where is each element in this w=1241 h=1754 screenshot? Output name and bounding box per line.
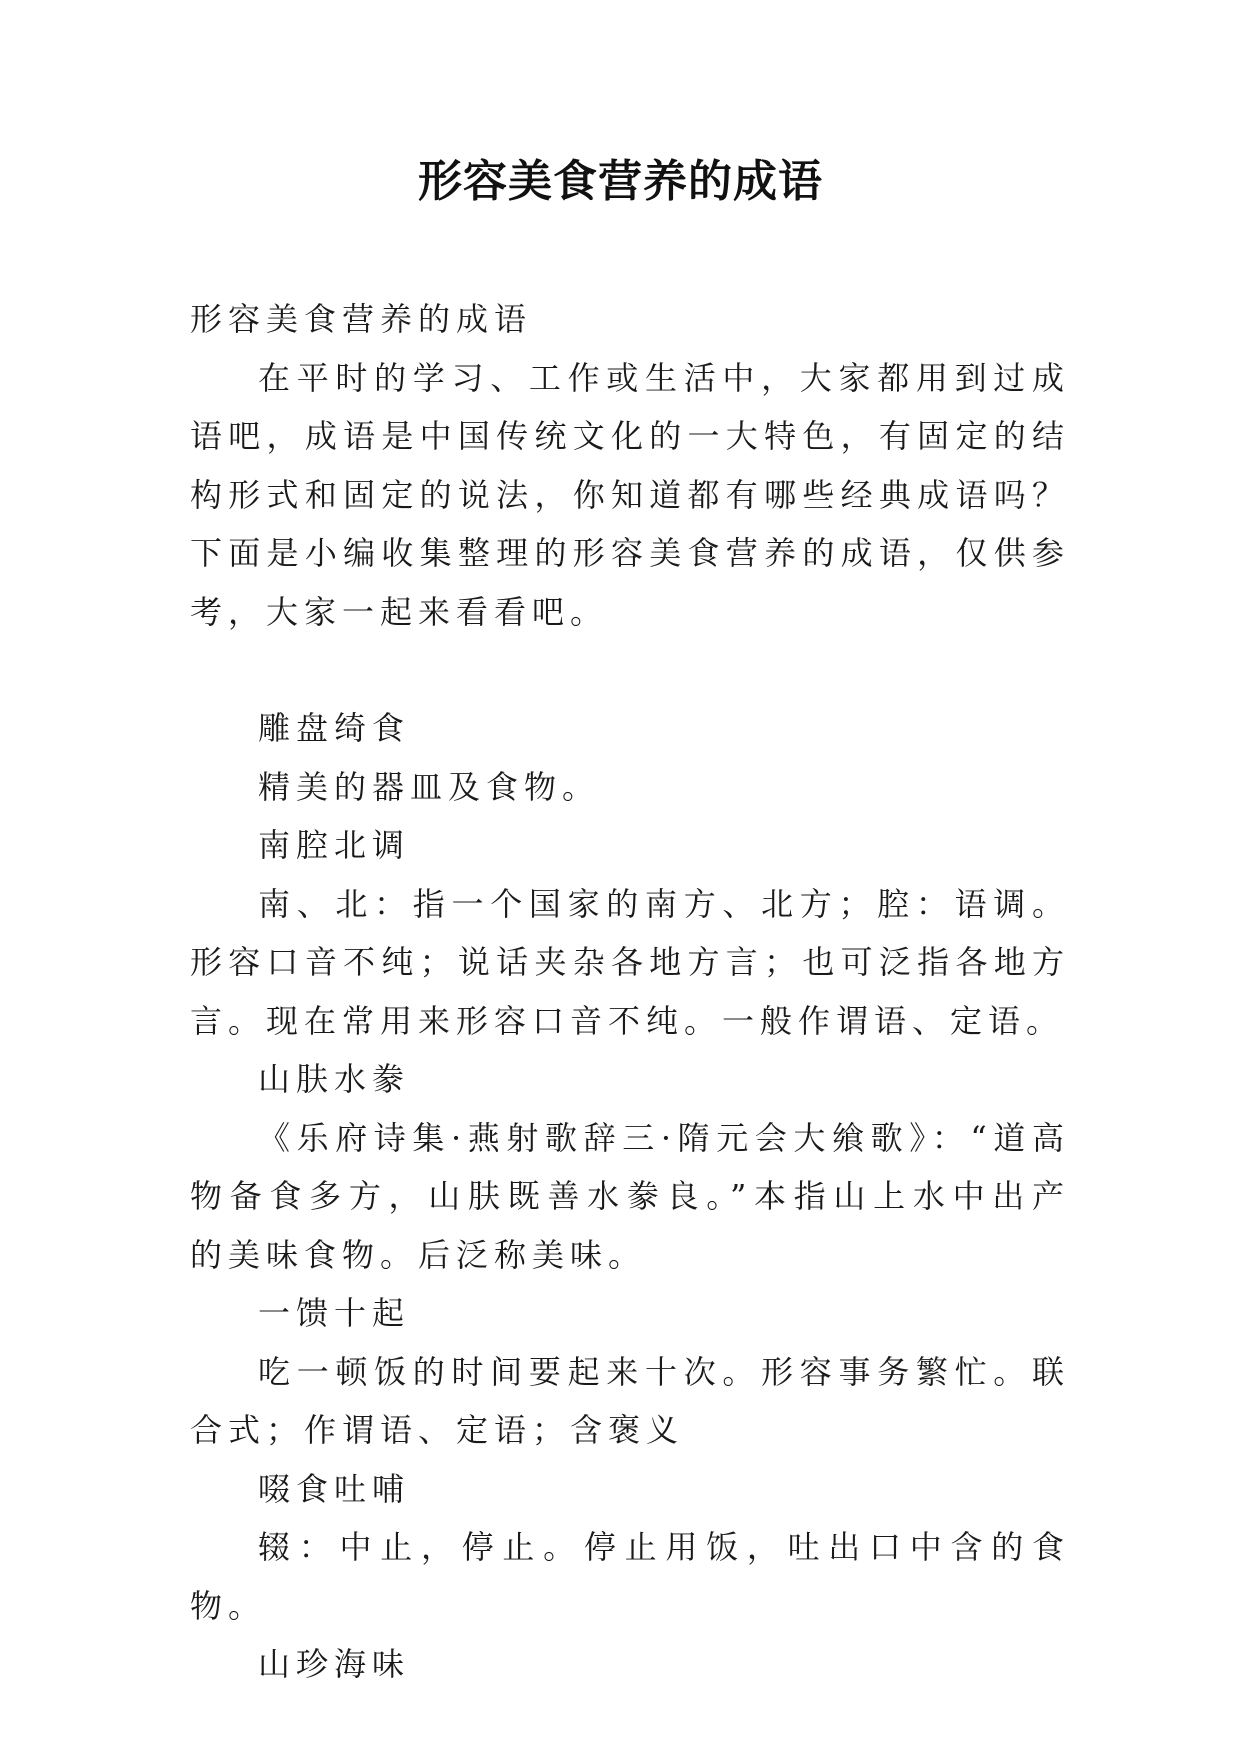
idiom-term: 山肤水豢 — [258, 1060, 411, 1098]
idiom-definition: 《乐府诗集·燕射歌辞三·隋元会大飨歌》：“道高物备食多方，山肤既善水豢良。”本指山上水中出产的美味食物。后泛称美味。 — [190, 1118, 1070, 1274]
idiom-definition: 辍：中止，停止。停止用饭，吐出口中含的食物。 — [190, 1528, 1070, 1625]
idiom-term: 啜食吐哺 — [258, 1469, 411, 1508]
document-title: 形容美食营养的成语 — [418, 156, 823, 207]
idiom-term: 雕盘绮食 — [258, 709, 411, 747]
paragraph-spacer — [190, 641, 1070, 699]
idiom-term: 山珍海味 — [258, 1645, 411, 1683]
document-body — [190, 290, 1070, 1694]
idiom-term: 一馈十起 — [258, 1294, 411, 1332]
idiom-term: 南腔北调 — [258, 826, 411, 864]
idiom-definition: 南、北：指一个国家的南方、北方；腔：语调。形容口音不纯；说话夹杂各地方言；也可泛指各地方言。现在常用来形容口音不纯。一般作谓语、定语。 — [190, 884, 1070, 1040]
idiom-definition: 吃一顿饭的时间要起来十次。形容事务繁忙。联合式；作谓语、定语；含褒义 — [190, 1352, 1070, 1449]
idiom-definition: 精美的器皿及食物。 — [258, 767, 601, 806]
document-subtitle: 形容美食营养的成语 — [190, 300, 533, 338]
intro-paragraph: 在平时的学习、工作或生活中，大家都用到过成语吧，成语是中国传统文化的一大特色，有固定的结构形式和固定的说法，你知道都有哪些经典成语吗？下面是小编收集整理的形容美食营养的成语，仅供参考，大家一起来看看吧。 — [190, 358, 1070, 631]
